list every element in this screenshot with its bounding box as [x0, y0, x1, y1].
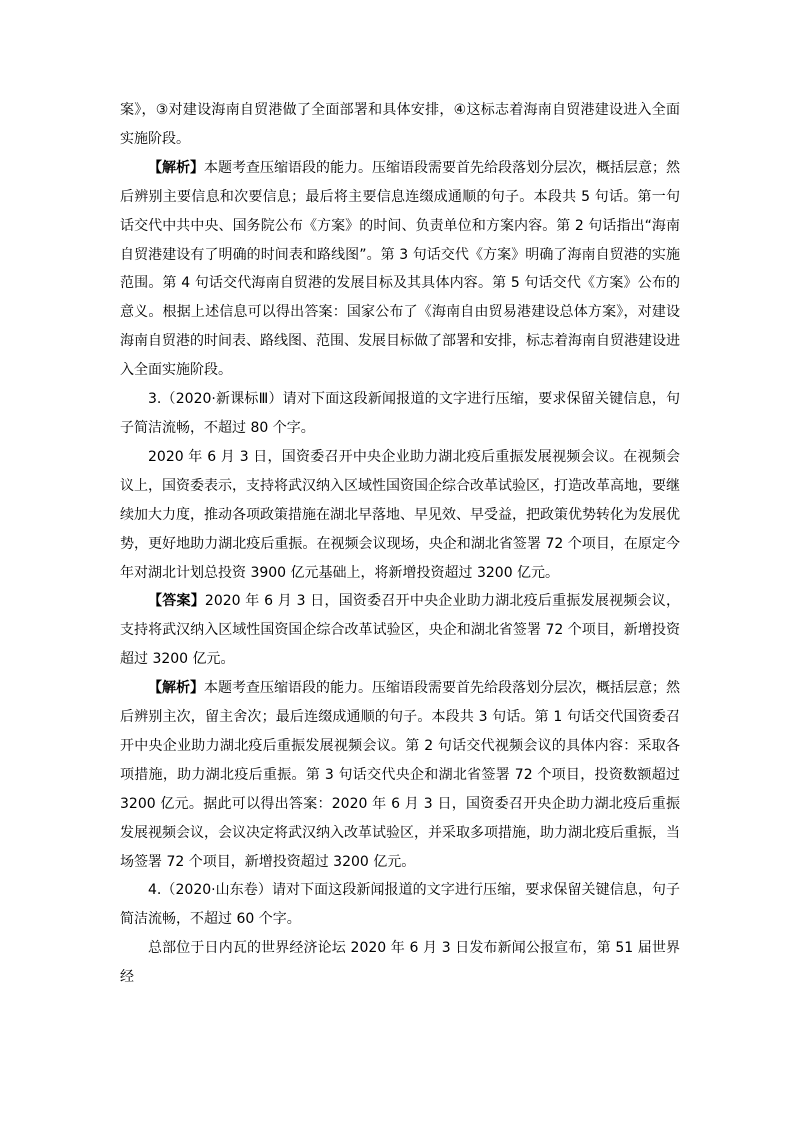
question-4	[120, 876, 680, 934]
paragraph-analysis	[120, 674, 680, 876]
paragraph-text: 本题考查压缩语段的能力。压缩语段需要首先给段落划分层次，概括层意；然后辨别主次，留主舍次；最后连缀成通顺的句子。本段共 3 句话。第 1 句话交代国资委召开中央企业助力湖北疫后重振发展视频会议。第 2 句话交代视频会议的具体内容：采取各项措施，助力湖北疫后重振。第 3 句话交代央企和湖北省签署 72 个项目，投资数额超过 3200 亿元。据此可以得出答案：2020 年 6 月 3 日，国资委召开央企助力湖北疫后重振发展视频会议，会议决定将武汉纳入改革试验区，并采取多项措施，助力湖北疫后重振，当场签署 72 个项目，新增投资超过 3200 亿元。	[120, 680, 680, 870]
paragraph-text: 案》，③对建设海南自贸港做了全面部署和具体安排，④这标志着海南自贸港建设进入全面实施阶段。	[120, 102, 680, 147]
answer-tag: 【答案】	[148, 593, 205, 610]
paragraph-text: 3.（2020·新课标Ⅲ）请对下面这段新闻报道的文字进行压缩，要求保留关键信息，句子简洁流畅，不超过 80 个字。	[120, 391, 680, 436]
paragraph-text: 2020 年 6 月 3 日，国资委召开中央企业助力湖北疫后重振发展视频会议，支持将武汉纳入区域性国资国企综合改革试验区，央企和湖北省签署 72 个项目，新增投资超过 3200 亿元。	[120, 593, 680, 668]
paragraph-text: 4.（2020·山东卷）请对下面这段新闻报道的文字进行压缩，要求保留关键信息，句子简洁流畅，不超过 60 个字。	[120, 882, 680, 928]
analysis-tag: 【解析】	[148, 680, 204, 697]
question-3	[120, 385, 680, 443]
paragraph-text: 本题考查压缩语段的能力。压缩语段需要首先给段落划分层次，概括层意；然后辨别主要信息和次要信息；最后将主要信息连缀成通顺的句子。本段共 5 句话。第一句话交代中共中央、国务院公布《方案》的时间、负责单位和方案内容。第 2 句话指出“海南自贸港建设有了明确的时间表和路线图”。第 3 句话交代《方案》明确了海南自贸港的实施范围。第 4 句话交代海南自贸港的发展目标及其具体内容。第 5 句话交代《方案》公布的意义。根据上述信息可以得出答案：国家公布了《海南自由贸易港建设总体方案》，对建设海南自贸港的时间表、路线图、范围、发展目标做了部署和安排，标志着海南自贸港建设进入全面实施阶段。	[120, 159, 680, 379]
news-passage	[120, 443, 680, 588]
news-passage	[120, 934, 680, 992]
document-page	[120, 96, 680, 992]
paragraph-answer	[120, 587, 680, 674]
paragraph-text: 总部位于日内瓦的世界经济论坛 2020 年 6 月 3 日发布新闻公报宣布，第 51 届世界经	[120, 940, 680, 986]
paragraph-text: 2020 年 6 月 3 日，国资委召开中央企业助力湖北疫后重振发展视频会议。在视频会议上，国资委表示，支持将武汉纳入区域性国资国企综合改革试验区，打造改革高地，要继续加大力度，推动各项政策措施在湖北早落地、早见效、早受益，把政策优势转化为发展优势，更好地助力湖北疫后重振。在视频会议现场，央企和湖北省签署 72 个项目，在原定今年对湖北计划总投资 3900 亿元基础上，将新增投资超过 3200 亿元。	[120, 448, 680, 581]
paragraph-analysis	[120, 154, 680, 385]
analysis-tag: 【解析】	[148, 159, 204, 176]
paragraph-continuation	[120, 96, 680, 154]
